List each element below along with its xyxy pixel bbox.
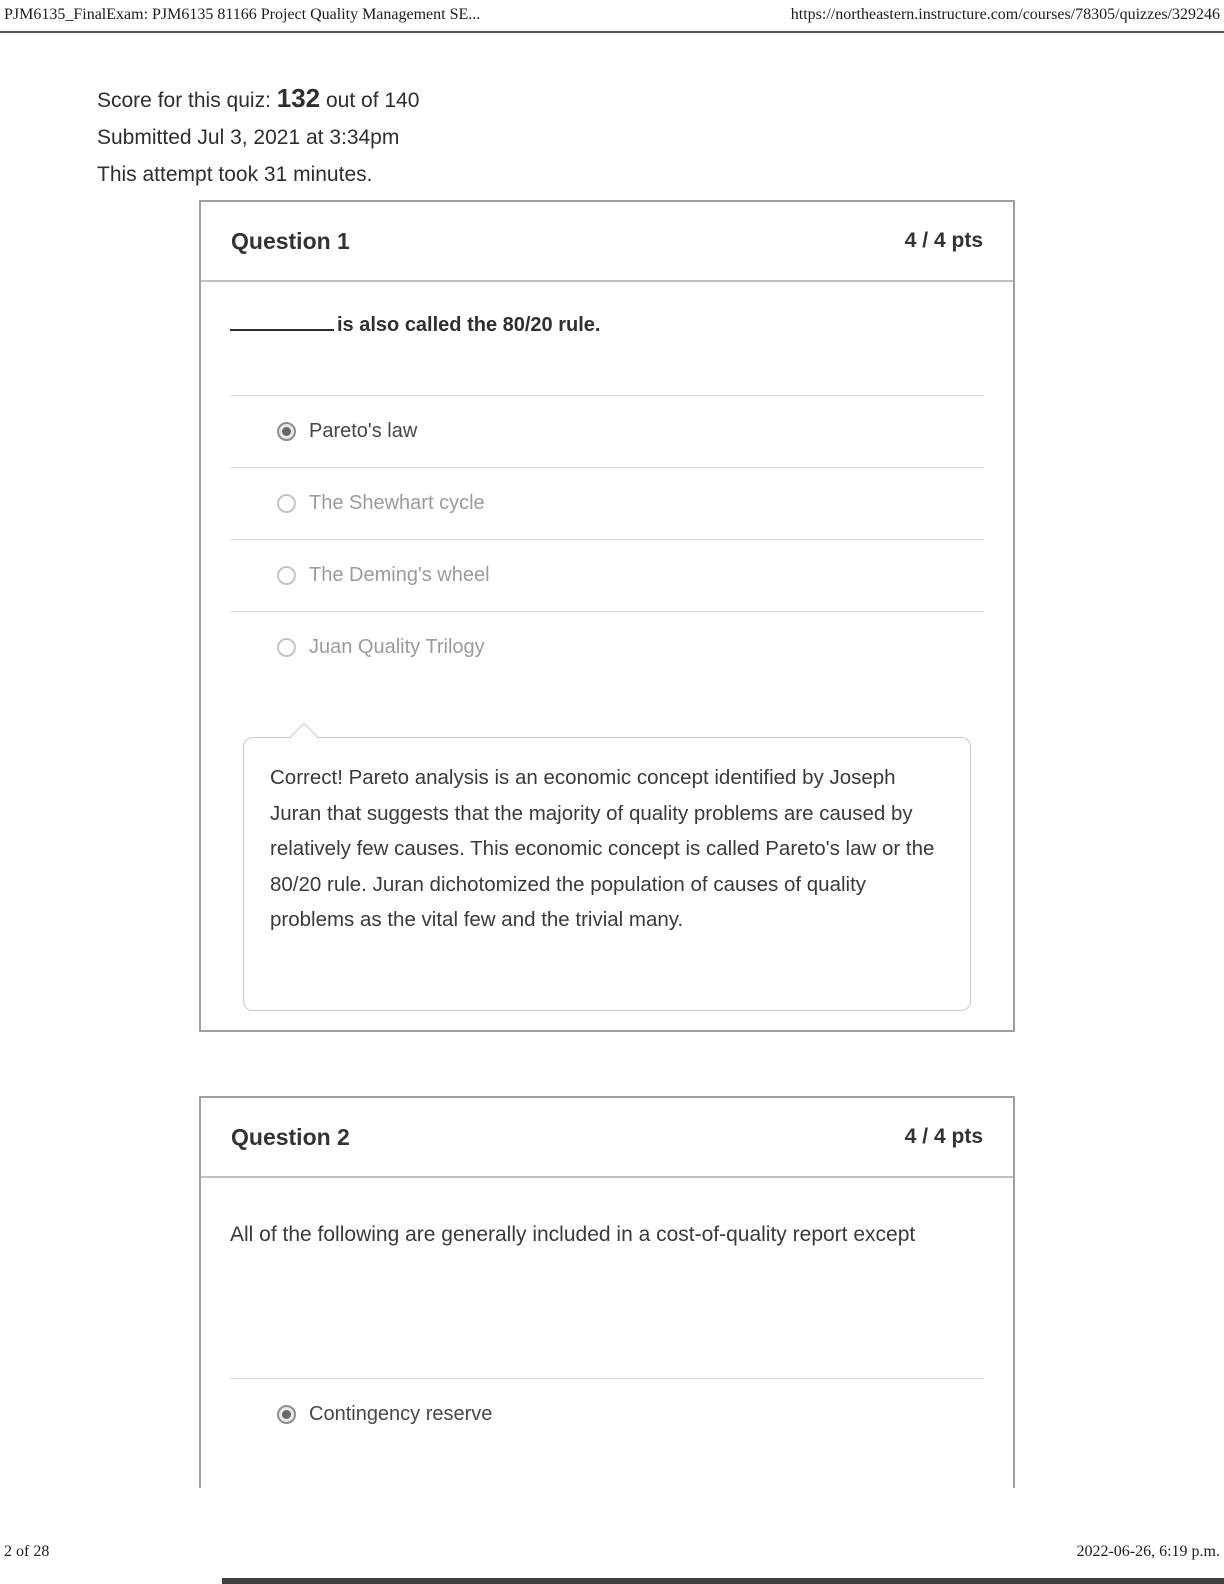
answer-option[interactable] bbox=[230, 611, 984, 683]
question-title: Question 1 bbox=[231, 227, 350, 254]
answer-label: Pareto's law bbox=[309, 420, 418, 442]
question-points: 4 / 4 pts bbox=[904, 229, 983, 252]
answer-label: The Shewhart cycle bbox=[309, 492, 485, 514]
score-suffix: out of 140 bbox=[325, 89, 420, 112]
answer-label: The Deming's wheel bbox=[309, 564, 490, 586]
answer-list bbox=[230, 1378, 984, 1450]
answer-option[interactable] bbox=[230, 539, 984, 611]
question-card-1 bbox=[199, 200, 1015, 1032]
score-prefix: Score for this quiz: bbox=[97, 89, 271, 112]
question-prompt bbox=[230, 314, 984, 337]
answer-label: Juan Quality Trilogy bbox=[309, 636, 485, 658]
document-title: PJM6135_FinalExam: PJM6135 81166 Project Quality Management SE... bbox=[4, 6, 481, 23]
radio-selected-icon[interactable] bbox=[277, 1405, 296, 1424]
submitted-line: Submitted Jul 3, 2021 at 3:34pm bbox=[97, 126, 400, 149]
question-2-header bbox=[201, 1098, 1013, 1178]
document-footer bbox=[4, 1543, 1220, 1561]
score-value: 132 bbox=[276, 83, 321, 113]
score-line bbox=[97, 80, 419, 119]
document-header bbox=[4, 6, 1220, 24]
question-points: 4 / 4 pts bbox=[904, 1125, 983, 1148]
question-1-header bbox=[201, 202, 1013, 282]
answer-label: Contingency reserve bbox=[309, 1403, 493, 1425]
header-divider bbox=[0, 31, 1224, 33]
radio-selected-icon[interactable] bbox=[277, 422, 296, 441]
question-prompt: All of the following are generally included in a cost-of-quality report except bbox=[230, 1223, 916, 1246]
fill-in-blank bbox=[230, 328, 334, 331]
radio-unselected-icon[interactable] bbox=[277, 494, 296, 513]
answer-option[interactable] bbox=[230, 395, 984, 467]
question-card-2 bbox=[199, 1096, 1015, 1488]
question-title: Question 2 bbox=[231, 1123, 350, 1150]
page-number: 2 of 28 bbox=[4, 1543, 50, 1560]
answer-option[interactable] bbox=[230, 1378, 984, 1450]
attempt-line: This attempt took 31 minutes. bbox=[97, 163, 373, 186]
quiz-summary bbox=[97, 80, 419, 193]
print-datetime: 2022-06-26, 6:19 p.m. bbox=[1076, 1543, 1220, 1560]
answer-option[interactable] bbox=[230, 467, 984, 539]
bottom-edge-bar bbox=[222, 1578, 1224, 1584]
feedback-text: Correct! Pareto analysis is an economic concept identified by Joseph Juran that suggests that the majority of quality problems are caused by relatively few causes. This economic concept is called Pareto's law or the 80/20 rule. Juran dichotomized the population of causes of quality problems as the vital few and the trivial many. bbox=[270, 766, 935, 931]
feedback-callout bbox=[243, 737, 971, 1011]
radio-unselected-icon[interactable] bbox=[277, 566, 296, 585]
question-prompt-text: is also called the 80/20 rule. bbox=[337, 314, 601, 336]
radio-unselected-icon[interactable] bbox=[277, 638, 296, 657]
answer-list bbox=[230, 395, 984, 683]
document-url: https://northeastern.instructure.com/courses/78305/quizzes/329246 bbox=[790, 6, 1220, 23]
